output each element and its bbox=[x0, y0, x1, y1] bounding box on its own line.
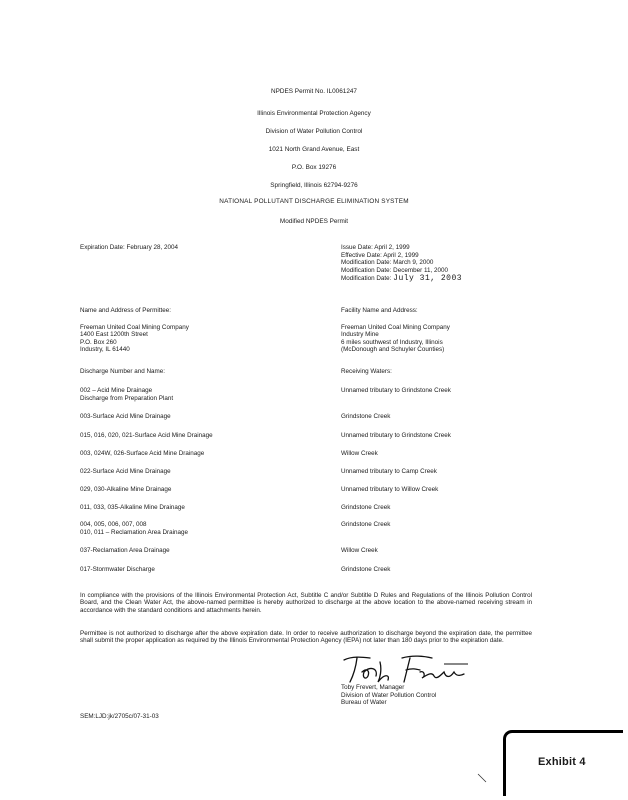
signer-name: Toby Frevert, Manager bbox=[341, 684, 405, 691]
modification-date-3-label: Modification Date: bbox=[341, 275, 392, 283]
facility-name: Freeman United Coal Mining Company bbox=[341, 323, 450, 331]
signer-division: Division of Water Pollution Control bbox=[341, 691, 437, 699]
discharge-name: 003-Surface Acid Mine Drainage bbox=[80, 413, 171, 420]
table-row bbox=[80, 521, 188, 536]
system-title: NATIONAL POLLUTANT DISCHARGE ELIMINATION SYSTEM bbox=[219, 198, 409, 205]
permittee-name: Freeman United Coal Mining Company bbox=[80, 323, 189, 331]
discharge-name: 004, 005, 006, 007, 008 bbox=[80, 521, 147, 528]
agency-name: Illinois Environmental Protection Agency bbox=[257, 110, 371, 117]
receiving-water: Grindstone Creek bbox=[341, 566, 391, 573]
discharge-name: 037-Reclamation Area Drainage bbox=[80, 547, 170, 554]
authorization-paragraph: Permittee is not authorized to discharge after the above expiration date. In order to receive authorization to discharge beyond the expiration date, the permittee shall submit the proper application as required by the Illinois Environmental Protection Agency (IEPA) not later than 180 days prior to the expiration date. bbox=[80, 630, 532, 645]
permit-subtitle: Modified NPDES Permit bbox=[279, 218, 349, 225]
issue-date: Issue Date: April 2, 1999 bbox=[341, 244, 410, 251]
receiving-water: Unnamed tributary to Grindstone Creek bbox=[341, 387, 451, 394]
discharge-name: 017-Stormwater Discharge bbox=[80, 566, 155, 573]
receiving-water: Unnamed tributary to Grindstone Creek bbox=[341, 432, 451, 439]
compliance-paragraph: In compliance with the provisions of the Illinois Environmental Protection Act, Subtitle C and/or Subtitle D Rules and Regulations of the Illinois Pollution Control Board, and the Clean Water Act, the above-named permittee is hereby authorized to discharge at the above location to the above-named receiving stream in accordance with the standard conditions and attachments herein. bbox=[80, 592, 532, 614]
permittee-city: Industry, IL 61440 bbox=[80, 346, 130, 354]
receiving-water: Willow Creek bbox=[341, 547, 378, 554]
dates-block bbox=[341, 244, 462, 283]
expiration-date: Expiration Date: February 28, 2004 bbox=[80, 244, 179, 251]
discharge-name: 015, 016, 020, 021-Surface Acid Mine Drainage bbox=[80, 432, 213, 439]
signature-image bbox=[340, 652, 470, 686]
facility-mine: Industry Mine bbox=[341, 331, 379, 339]
facility-block bbox=[341, 307, 450, 354]
modification-date-3 bbox=[341, 274, 462, 283]
discharge-name: 002 – Acid Mine Drainage bbox=[80, 387, 153, 394]
facility-heading: Facility Name and Address: bbox=[341, 307, 418, 314]
facility-location: 6 miles southwest of Industry, Illinois bbox=[341, 338, 443, 346]
receiving-water: Grindstone Creek bbox=[341, 504, 391, 511]
table-row bbox=[80, 387, 173, 402]
discharge-name: 022-Surface Acid Mine Drainage bbox=[80, 468, 171, 475]
modification-date-2: Modification Date: December 11, 2000 bbox=[341, 266, 448, 274]
effective-date: Effective Date: April 2, 1999 bbox=[341, 251, 419, 259]
discharge-heading: Discharge Number and Name: bbox=[80, 368, 166, 375]
facility-counties: (McDonough and Schuyler Counties) bbox=[341, 346, 445, 354]
discharge-name-line-2: Discharge from Preparation Plant bbox=[80, 394, 174, 402]
receiving-waters-heading: Receiving Waters: bbox=[341, 368, 392, 375]
agency-city: Springfield, Illinois 62794-9276 bbox=[270, 182, 358, 189]
division-name: Division of Water Pollution Control bbox=[265, 128, 363, 135]
modification-date-3-value: July 31, 2003 bbox=[393, 274, 463, 284]
permittee-po-box: P.O. Box 260 bbox=[80, 338, 117, 346]
signer-bureau: Bureau of Water bbox=[341, 699, 387, 707]
discharge-name: 003, 024W, 026-Surface Acid Mine Drainage bbox=[80, 450, 205, 457]
receiving-water: Unnamed tributary to Camp Creek bbox=[341, 468, 437, 475]
exhibit-label: Exhibit 4 bbox=[538, 756, 586, 768]
permittee-block bbox=[80, 307, 189, 354]
signature-block bbox=[341, 684, 436, 707]
receiving-water: Grindstone Creek bbox=[341, 413, 391, 420]
modification-date-1: Modification Date: March 9, 2000 bbox=[341, 259, 434, 267]
stray-mark bbox=[476, 772, 490, 786]
receiving-water: Grindstone Creek bbox=[341, 521, 391, 528]
agency-street: 1021 North Grand Avenue, East bbox=[268, 146, 360, 153]
document-reference: SEM:LJD:jk/2705c/07-31-03 bbox=[80, 713, 159, 720]
permit-number: NPDES Permit No. IL0061247 bbox=[271, 88, 357, 95]
permittee-street: 1400 East 1200th Street bbox=[80, 331, 148, 339]
discharge-name-line-2: 010, 011 – Reclamation Area Drainage bbox=[80, 528, 189, 536]
discharge-name: 029, 030-Alkaline Mine Drainage bbox=[80, 486, 172, 493]
receiving-water: Unnamed tributary to Willow Creek bbox=[341, 486, 439, 493]
discharge-name: 011, 033, 035-Alkaline Mine Drainage bbox=[80, 504, 185, 511]
permittee-heading: Name and Address of Permittee: bbox=[80, 307, 172, 314]
receiving-water: Willow Creek bbox=[341, 450, 378, 457]
exhibit-tab bbox=[503, 730, 623, 796]
agency-po-box: P.O. Box 19276 bbox=[291, 164, 337, 171]
